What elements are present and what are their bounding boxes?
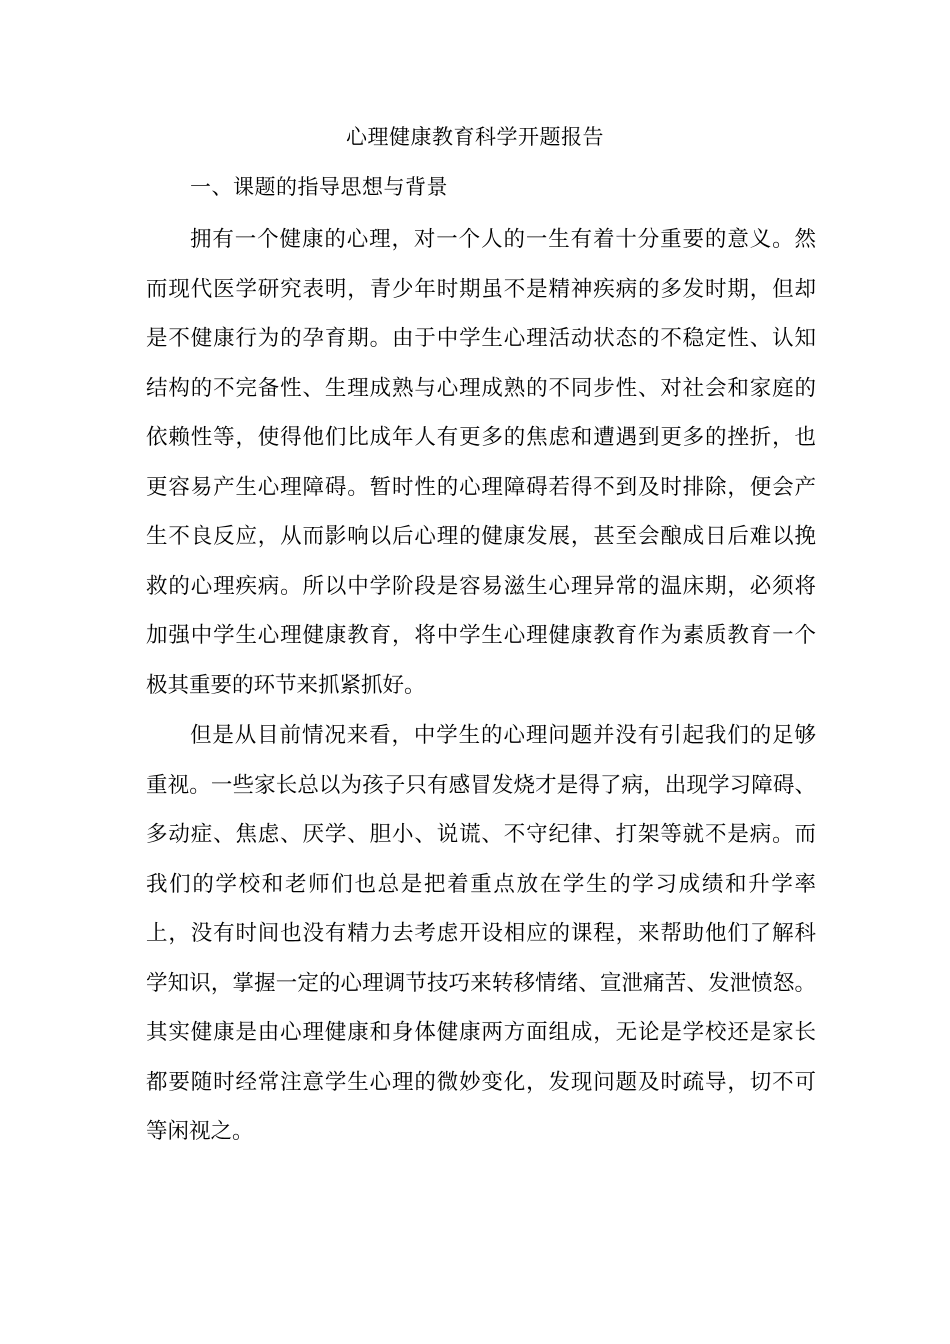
paragraph-line: 依赖性等，使得他们比成年人有更多的焦虑和遭遇到更多的挫折，也 <box>146 425 816 450</box>
paragraph-line: 都要随时经常注意学生心理的微妙变化，发现问题及时疏导，切不可 <box>146 1069 816 1095</box>
paragraph-line: 我们的学校和老师们也总是把着重点放在学生的学习成绩和升学率 <box>146 871 816 897</box>
paragraph-background <box>146 215 816 710</box>
paragraph-line: 加强中学生心理健康教育，将中学生心理健康教育作为素质教育一个 <box>146 623 816 648</box>
paragraph-line: 上，没有时间也没有精力去考虑开设相应的课程，来帮助他们了解科 <box>146 921 816 946</box>
paragraph-line: 其实健康是由心理健康和身体健康两方面组成，无论是学校还是家长 <box>146 1020 816 1045</box>
paragraph-line: 结构的不完备性、生理成熟与心理成熟的不同步性、对社会和家庭的 <box>146 375 816 401</box>
document-title: 心理健康教育科学开题报告 <box>346 125 604 149</box>
paragraph-line: 生不良反应，从而影响以后心理的健康发展，甚至会酿成日后难以挽 <box>146 524 816 549</box>
paragraph-line: 而现代医学研究表明，青少年时期虽不是精神疾病的多发时期，但却 <box>146 276 816 302</box>
paragraph-line: 更容易产生心理障碍。暂时性的心理障碍若得不到及时排除，便会产 <box>146 474 816 500</box>
paragraph-line: 等闲视之。 <box>146 1119 254 1144</box>
paragraph-line: 多动症、焦虑、厌学、胆小、说谎、不守纪律、打架等就不是病。而 <box>146 822 816 847</box>
paragraph-line: 拥有一个健康的心理，对一个人的一生有着十分重要的意义。然 <box>190 227 816 252</box>
paragraph-line: 是不健康行为的孕育期。由于中学生心理活动状态的不稳定性、认知 <box>146 326 816 351</box>
paragraph-line: 重视。一些家长总以为孩子只有感冒发烧才是得了病，出现学习障碍、 <box>146 772 816 798</box>
paragraph-line: 学知识，掌握一定的心理调节技巧来转移情绪、宣泄痛苦、发泄愤怒。 <box>146 970 816 996</box>
paragraph-line: 救的心理疾病。所以中学阶段是容易滋生心理异常的温床期，必须将 <box>146 573 816 599</box>
section-heading: 一、课题的指导思想与背景 <box>190 175 448 199</box>
paragraph-line: 极其重要的环节来抓紧抓好。 <box>146 672 426 698</box>
paragraph-line: 但是从目前情况来看，中学生的心理问题并没有引起我们的足够 <box>190 723 816 748</box>
paragraph-current-situation <box>146 711 816 1157</box>
